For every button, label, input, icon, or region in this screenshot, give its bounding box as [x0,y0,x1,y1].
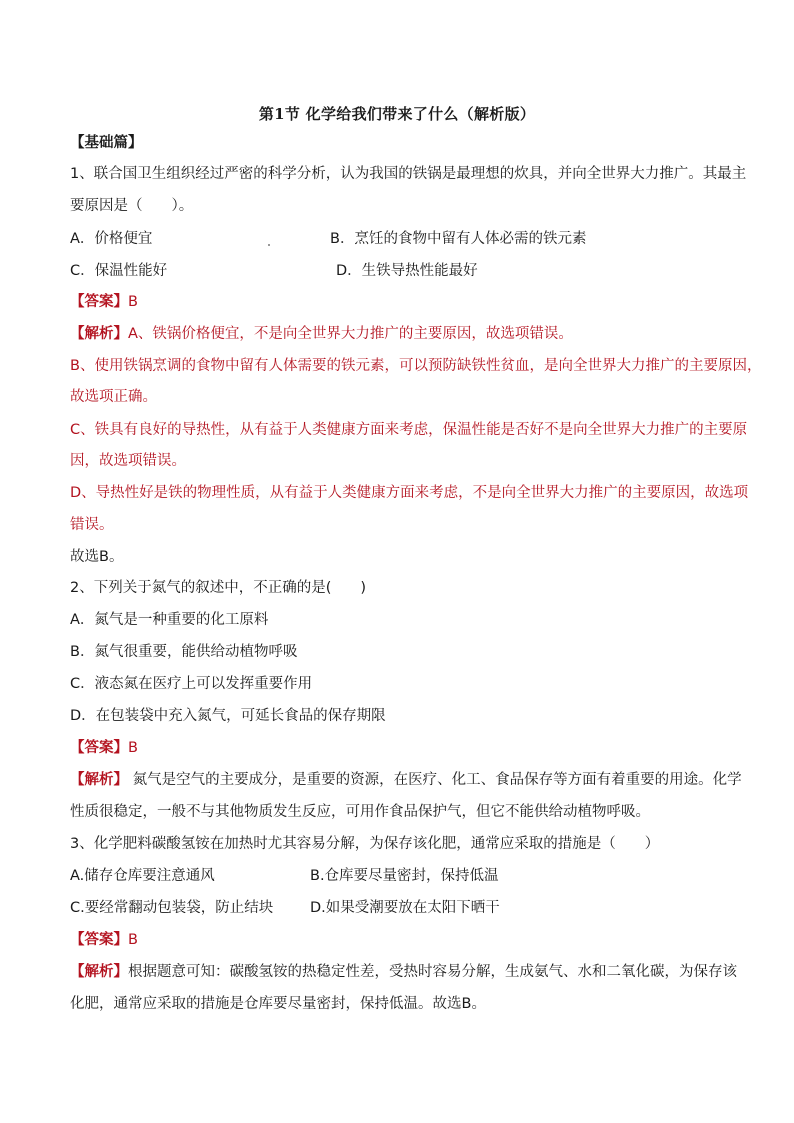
q2-option-c: C．液态氮在医疗上可以发挥重要作用 [70,676,313,692]
explanation-tag: 【解析】 [70,326,128,342]
section-heading: 【基础篇】 [70,135,143,151]
answer-value: B [128,932,138,948]
q2-option-d: D．在包装袋中充入氮气，可延长食品的保存期限 [70,708,386,724]
q1-option-c: C．保温性能好 [70,263,168,279]
q2-explanation-line-1 [70,770,742,790]
explanation-text: A、铁锅价格便宜，不是向全世界大力推广的主要原因，故选项错误。 [128,326,573,342]
q3-answer [70,930,138,950]
q1-option-a: A．价格便宜 [70,231,153,247]
q1-explanation-line-4: C、铁具有良好的导热性，从有益于人类健康方面来考虑，保温性能是否好不是向全世界大力推广的主要原 [70,422,748,438]
answer-value: B [128,294,138,310]
stray-dot [268,244,270,246]
q3-option-a: A.储存仓库要注意通风 [70,868,215,884]
q1-stem-line-1: 1、联合国卫生组织经过严密的科学分析，认为我国的铁锅是最理想的炊具，并向全世界大力推广。其最主 [70,166,747,182]
q1-conclusion: 故选B。 [70,549,124,565]
answer-tag: 【答案】 [70,932,128,948]
q1-explanation-line-2: B、使用铁锅烹调的食物中留有人体需要的铁元素，可以预防缺铁性贫血，是向全世界大力推广的主要原因， [70,358,762,374]
q3-option-d: D.如果受潮要放在太阳下晒干 [310,900,500,916]
q1-explanation-line-6: D、导热性好是铁的物理性质，从有益于人类健康方面来考虑，不是向全世界大力推广的主要原因，故选项 [70,485,749,501]
q1-explanation-line-5: 因，故选项错误。 [70,453,186,469]
q1-explanation-line-3: 故选项正确。 [70,389,157,405]
q1-answer [70,292,138,312]
q2-stem: 2、下列关于氮气的叙述中，不正确的是( ) [70,580,367,596]
explanation-text: 氮气是空气的主要成分，是重要的资源，在医疗、化工、食品保存等方面有着重要的用途。化学 [128,772,742,788]
q2-answer [70,738,138,758]
q1-explanation-line-1 [70,324,573,344]
explanation-tag: 【解析】 [70,772,128,788]
q1-option-b: B．烹饪的食物中留有人体必需的铁元素 [330,231,587,247]
page-title: 第1节 化学给我们带来了什么（解析版） [258,105,536,123]
explanation-tag: 【解析】 [70,964,128,980]
q1-stem-line-2: 要原因是（ ）。 [70,198,194,214]
answer-value: B [128,740,138,756]
q2-option-b: B．氮气很重要，能供给动植物呼吸 [70,644,298,660]
q1-option-d: D．生铁导热性能最好 [336,263,478,279]
answer-tag: 【答案】 [70,294,128,310]
q3-option-c: C.要经常翻动包装袋，防止结块 [70,900,274,916]
q3-stem: 3、化学肥料碳酸氢铵在加热时尤其容易分解，为保存该化肥，通常应采取的措施是（ ） [70,836,660,852]
q3-option-b: B.仓库要尽量密封，保持低温 [310,868,499,884]
q3-explanation-line-2: 化肥，通常应采取的措施是仓库要尽量密封，保持低温。故选B。 [70,996,486,1012]
q2-option-a: A．氮气是一种重要的化工原料 [70,612,269,628]
explanation-text: 根据题意可知：碳酸氢铵的热稳定性差，受热时容易分解，生成氨气、水和二氧化碳，为保存该 [128,964,737,980]
q1-explanation-line-7: 错误。 [70,517,114,533]
q3-explanation-line-1 [70,962,737,982]
q2-explanation-line-2: 性质很稳定，一般不与其他物质发生反应，可用作食品保护气，但它不能供给动植物呼吸。 [70,804,650,820]
answer-tag: 【答案】 [70,740,128,756]
